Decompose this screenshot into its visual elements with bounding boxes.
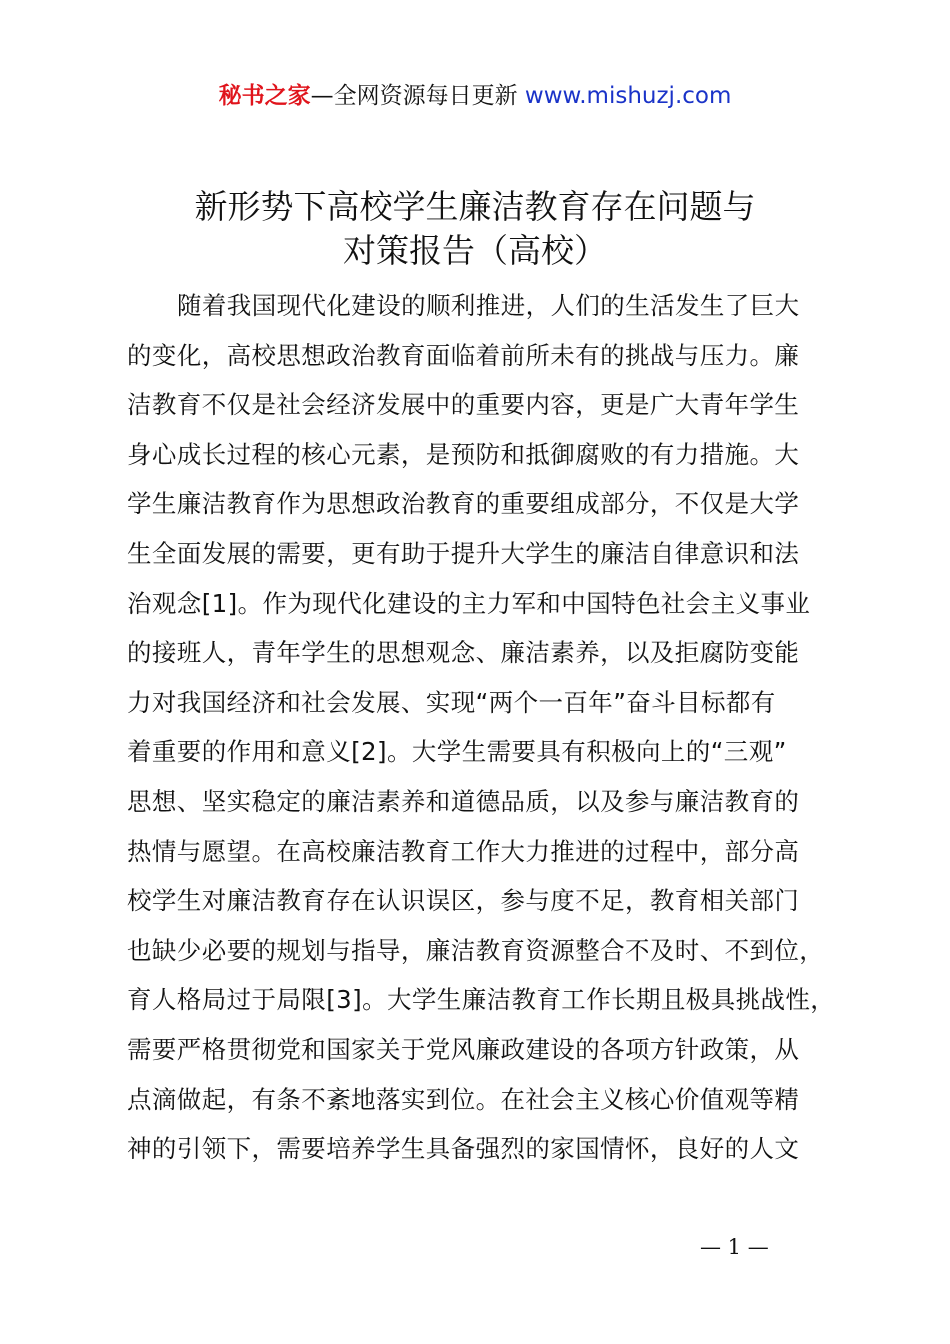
body-line: 热情与愿望。在高校廉洁教育工作大力推进的过程中，部分高	[127, 836, 800, 866]
site-header	[0, 80, 950, 112]
body-paragraph	[127, 281, 835, 1174]
body-line: 点滴做起，有条不紊地落实到位。在社会主义核心价值观等精	[127, 1084, 800, 1114]
document-title	[0, 185, 950, 273]
site-tagline: —全网资源每日更新	[310, 83, 525, 109]
title-line: 新形势下高校学生廉洁教育存在问题与	[194, 187, 756, 226]
body-line: 思想、坚实稳定的廉洁素养和道德品质，以及参与廉洁教育的	[127, 786, 800, 816]
body-line: 洁教育不仅是社会经济发展中的重要内容，更是广大青年学生	[127, 390, 800, 420]
body-line: 育人格局过于局限[3]。大学生廉洁教育工作长期且极具挑战性，	[127, 985, 836, 1015]
title-line: 对策报告（高校）	[343, 231, 607, 270]
body-line: 随着我国现代化建设的顺利推进，人们的生活发生了巨大	[177, 291, 800, 320]
site-url-link[interactable]: www.mishuzj.com	[524, 83, 732, 109]
body-line: 校学生对廉洁教育存在认识误区，参与度不足，教育相关部门	[127, 886, 800, 916]
body-line: 力对我国经济和社会发展、实现“两个一百年”奋斗目标都有	[127, 687, 776, 717]
body-line: 身心成长过程的核心元素，是预防和抵御腐败的有力措施。大	[127, 439, 800, 469]
site-brand: 秘书之家	[218, 83, 311, 109]
body-line: 的接班人，青年学生的思想观念、廉洁素养，以及拒腐防变能	[127, 638, 800, 668]
body-line: 学生廉洁教育作为思想政治教育的重要组成部分，不仅是大学	[127, 489, 800, 519]
page-number: — 1 —	[700, 1235, 769, 1259]
body-line: 治观念[1]。作为现代化建设的主力军和中国特色社会主义事业	[127, 588, 811, 618]
body-line: 也缺少必要的规划与指导，廉洁教育资源整合不及时、不到位，	[127, 935, 825, 965]
body-line: 需要严格贯彻党和国家关于党风廉政建设的各项方针政策，从	[127, 1034, 800, 1064]
body-line: 神的引领下，需要培养学生具备强烈的家国情怀，良好的人文	[127, 1134, 800, 1164]
body-line: 生全面发展的需要，更有助于提升大学生的廉洁自律意识和法	[127, 538, 800, 568]
body-line: 的变化，高校思想政治教育面临着前所未有的挑战与压力。廉	[127, 340, 800, 370]
body-line: 着重要的作用和意义[2]。大学生需要具有积极向上的“三观”	[127, 737, 787, 767]
